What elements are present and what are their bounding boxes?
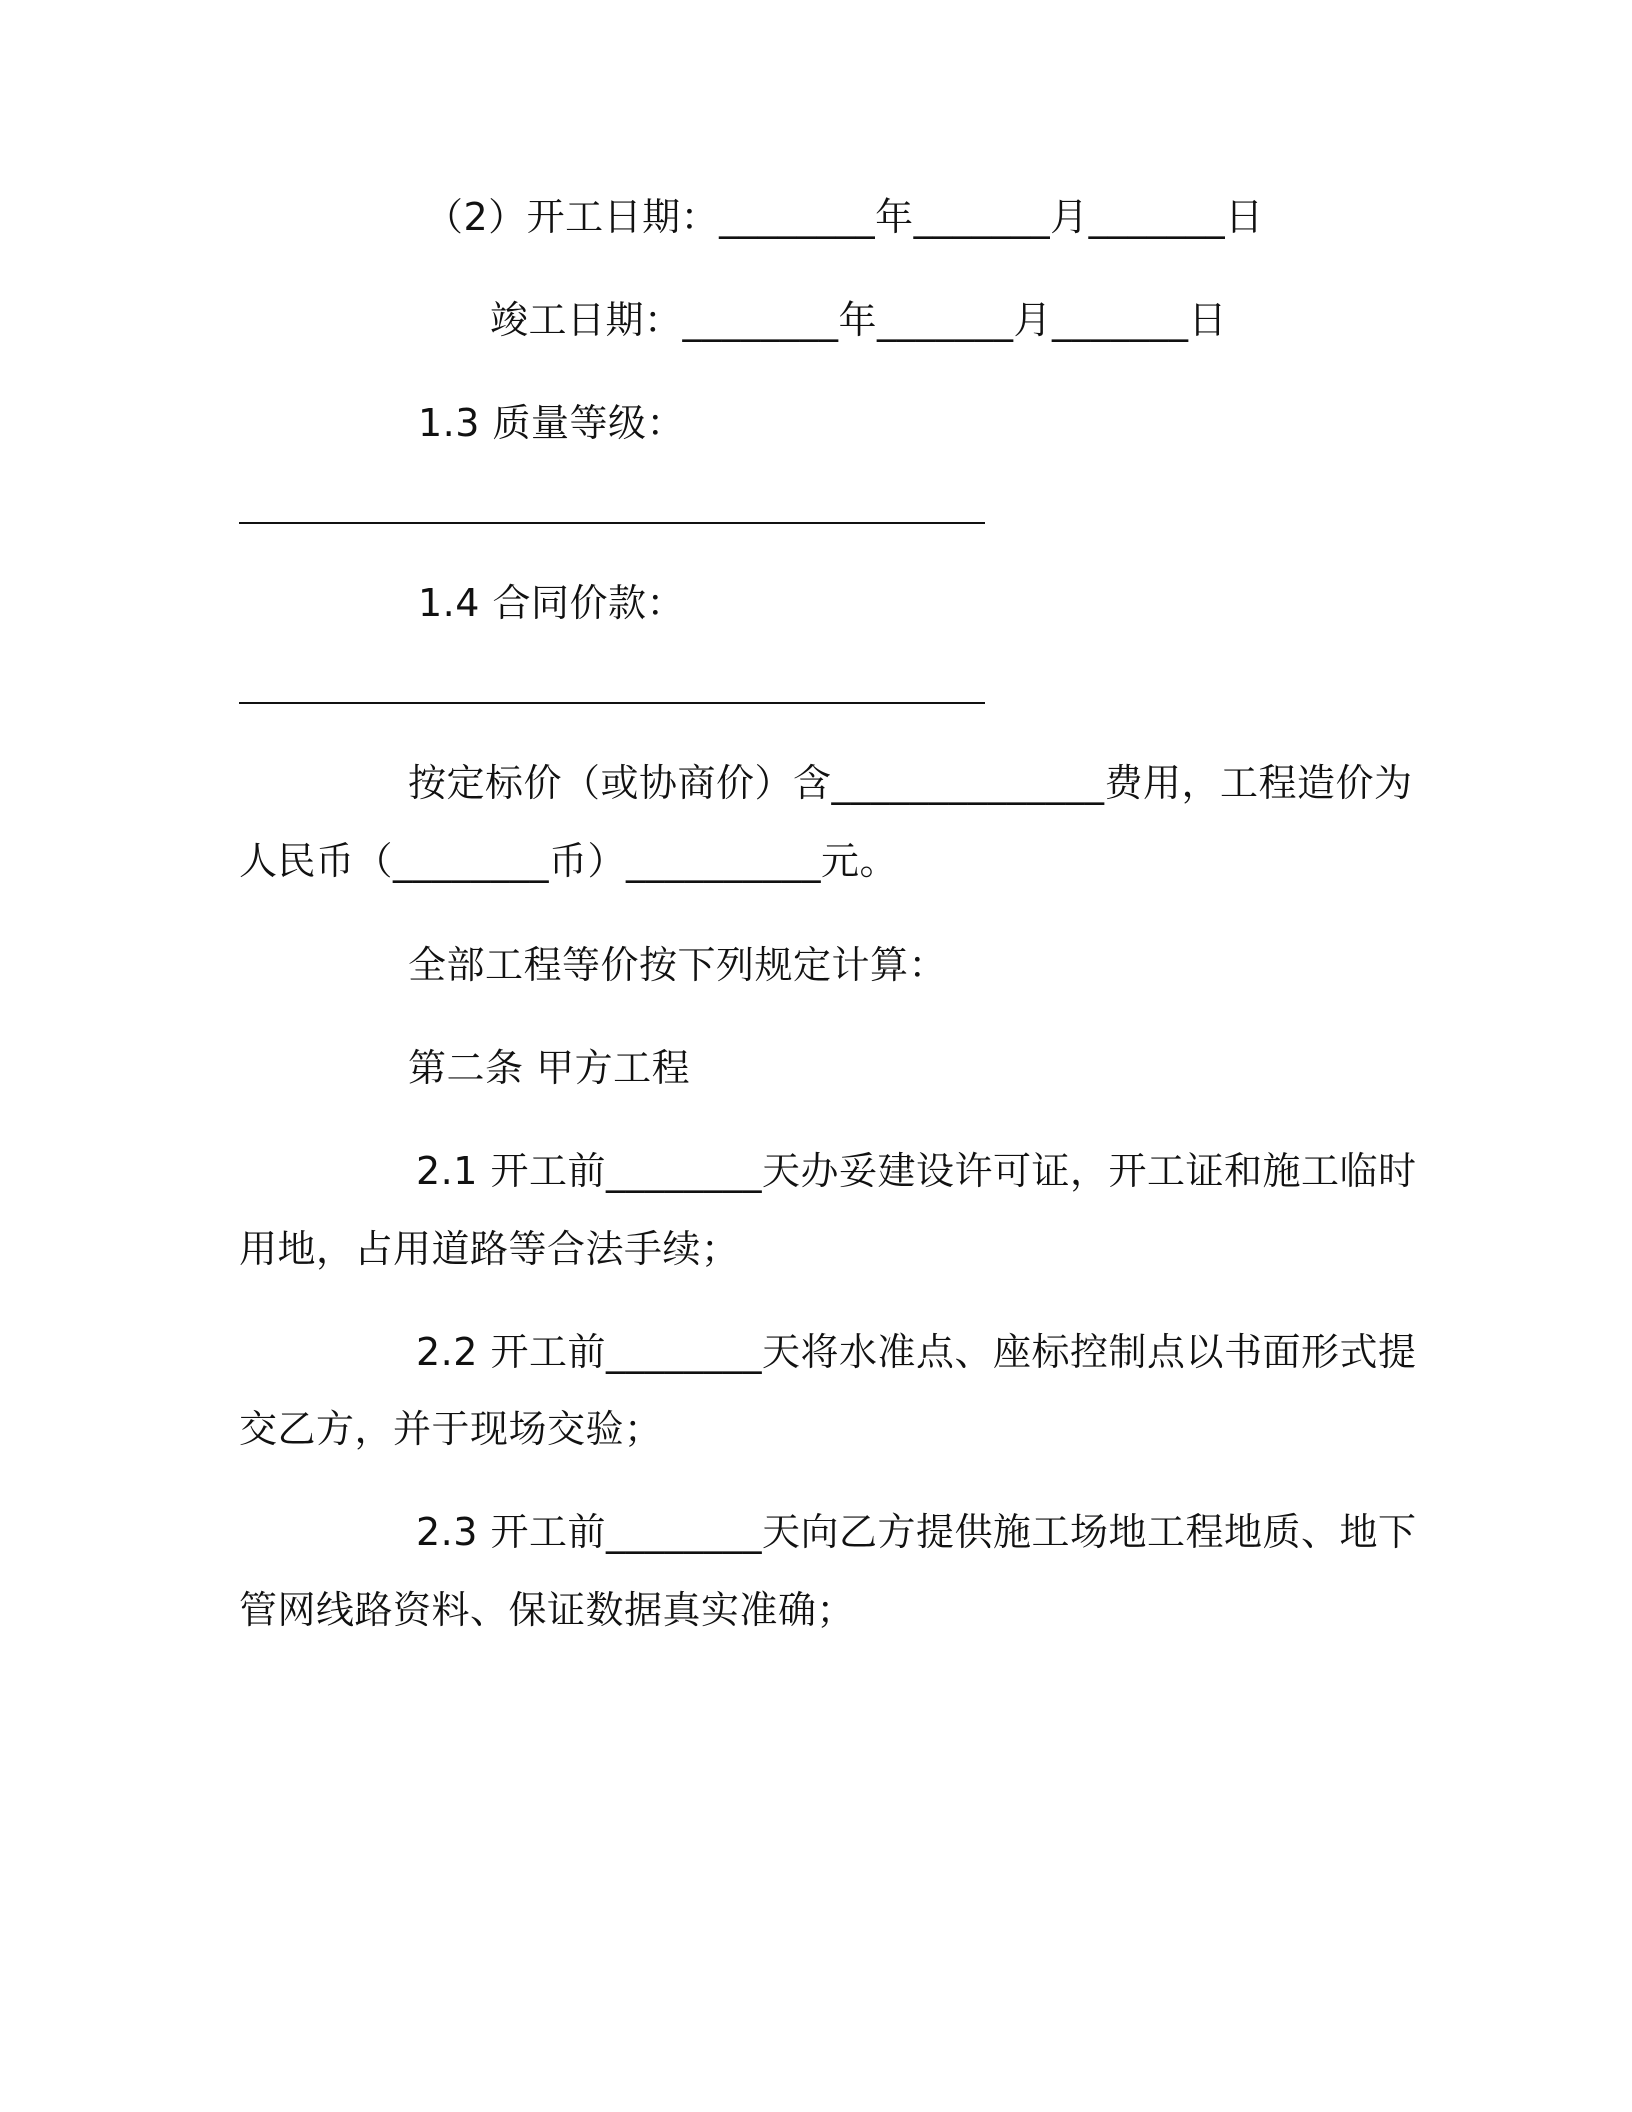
clause-2-3-line-2: 管网线路资料、保证数据真实准确； (239, 1588, 856, 1632)
calculation-note: 全部工程等价按下列规定计算： (408, 943, 948, 987)
article-2-title: 第二条 甲方工程 (408, 1046, 691, 1090)
contract-price-blank (239, 702, 985, 704)
pricing-line-1: 按定标价（或协商价）含______________费用，工程造价为 (408, 761, 1413, 805)
start-date-line: （2）开工日期：________年_______月_______日 (425, 195, 1264, 239)
completion-date-line: 竣工日期：________年_______月_______日 (490, 298, 1228, 342)
pricing-line-2: 人民币（________币）__________元。 (239, 839, 899, 883)
clause-2-1-line-1: 2.1 开工前________天办妥建设许可证，开工证和施工临时 (416, 1149, 1417, 1193)
clause-2-2-line-1: 2.2 开工前________天将水准点、座标控制点以书面形式提 (416, 1330, 1417, 1374)
contract-price-label: 1.4 合同价款： (418, 581, 686, 625)
quality-grade-label: 1.3 质量等级： (418, 401, 686, 445)
quality-grade-blank (239, 522, 985, 524)
clause-2-2-line-2: 交乙方，并于现场交验； (239, 1407, 663, 1451)
clause-2-1-line-2: 用地，占用道路等合法手续； (239, 1227, 740, 1271)
clause-2-3-line-1: 2.3 开工前________天向乙方提供施工场地工程地质、地下 (416, 1510, 1417, 1554)
